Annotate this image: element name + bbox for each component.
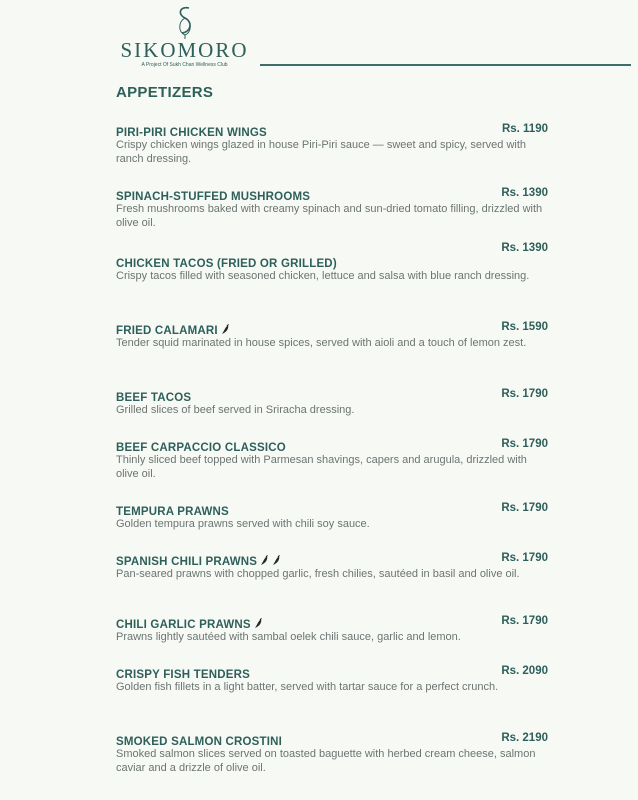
menu-item-price: Rs. 1790: [501, 552, 548, 564]
menu-item-description: Crispy tacos filled with seasoned chicken, lettuce and salsa with blue ranch dressing.: [116, 270, 530, 282]
menu-item-name: BEEF TACOS: [116, 392, 192, 404]
menu-item-description: Pan-seared prawns with chopped garlic, fresh chilies, sautéed in basil and olive oil.: [116, 568, 520, 580]
chili-pepper-icon: [221, 322, 230, 340]
menu-item-name: SMOKED SALMON CROSTINI: [116, 736, 283, 748]
menu-item: [116, 388, 548, 417]
menu-item-price: Rs. 2090: [501, 665, 548, 677]
menu-item-description: Golden fish fillets in a light batter, served with tartar sauce for a perfect crunch.: [116, 681, 499, 693]
menu-item-name: BEEF CARPACCIO CLASSICO: [116, 442, 286, 454]
sycamore-logo-icon: [174, 4, 196, 40]
menu-item-name: FRIED CALAMARI: [116, 325, 218, 337]
menu-item-name: TEMPURA PRAWNS: [116, 506, 229, 518]
menu-item-description: Tender squid marinated in house spices, served with aioli and a touch of lemon zest.: [116, 337, 527, 349]
menu-item-description: Thinly sliced beef topped with Parmesan shavings, capers and arugula, drizzled with olive oil.: [116, 454, 527, 480]
menu-item-price: Rs. 1390: [501, 242, 548, 254]
menu-item: [116, 438, 548, 481]
menu-item: [116, 665, 548, 694]
section-title: APPETIZERS: [116, 84, 214, 101]
menu-item: [116, 123, 548, 166]
menu-item-price: Rs. 2190: [501, 732, 548, 744]
menu-item-price: Rs. 1790: [501, 438, 548, 450]
menu-item-price: Rs. 1790: [501, 388, 548, 400]
menu-item: [116, 502, 548, 531]
menu-item-description: Fresh mushrooms baked with creamy spinach and sun-dried tomato filling, drizzled with olive oil.: [116, 203, 543, 229]
menu-item-price: Rs. 1190: [501, 123, 548, 135]
menu-item-description: Smoked salmon slices served on toasted baguette with herbed cream cheese, salmon caviar and a drizzle of olive oil.: [116, 748, 536, 774]
menu-item-name: CHICKEN TACOS (FRIED OR GRILLED): [116, 258, 337, 270]
menu-item-price: Rs. 1790: [501, 615, 548, 627]
menu-item: [116, 552, 548, 581]
menu-item-description: Grilled slices of beef served in Sriracha dressing.: [116, 404, 355, 416]
menu-item: [116, 321, 548, 350]
menu-item: [116, 187, 548, 230]
menu-item-name: PIRI-PIRI CHICKEN WINGS: [116, 127, 267, 139]
chili-pepper-icon: [254, 616, 263, 634]
menu-item-name: SPANISH CHILI PRAWNS: [116, 556, 258, 568]
menu-item-description: Prawns lightly sautéed with sambal oelek chili sauce, garlic and lemon.: [116, 631, 461, 643]
menu-item-name: CRISPY FISH TENDERS: [116, 669, 250, 681]
brand-logo: [112, 4, 257, 69]
menu-item-description: Crispy chicken wings glazed in house Piri-Piri sauce — sweet and spicy, served with ranch dressing.: [116, 139, 527, 165]
menu-item: [116, 732, 548, 775]
brand-tagline: A Project Of Sukh Chan Wellness Club: [141, 62, 228, 68]
brand-name: SIKOMORO: [120, 38, 249, 62]
menu-item-price: Rs. 1790: [501, 502, 548, 514]
chili-pepper-icon: [272, 553, 281, 571]
menu-item-price: Rs. 1590: [501, 321, 548, 333]
menu-item-price: Rs. 1390: [501, 187, 548, 199]
menu-item-name: SPINACH-STUFFED MUSHROOMS: [116, 191, 311, 203]
menu-item: [116, 615, 548, 644]
menu-item: [116, 242, 548, 283]
menu-item-name: CHILI GARLIC PRAWNS: [116, 619, 251, 631]
chili-pepper-icon: [260, 553, 269, 571]
header-divider: [260, 64, 631, 66]
menu-item-description: Golden tempura prawns served with chili soy sauce.: [116, 518, 370, 530]
